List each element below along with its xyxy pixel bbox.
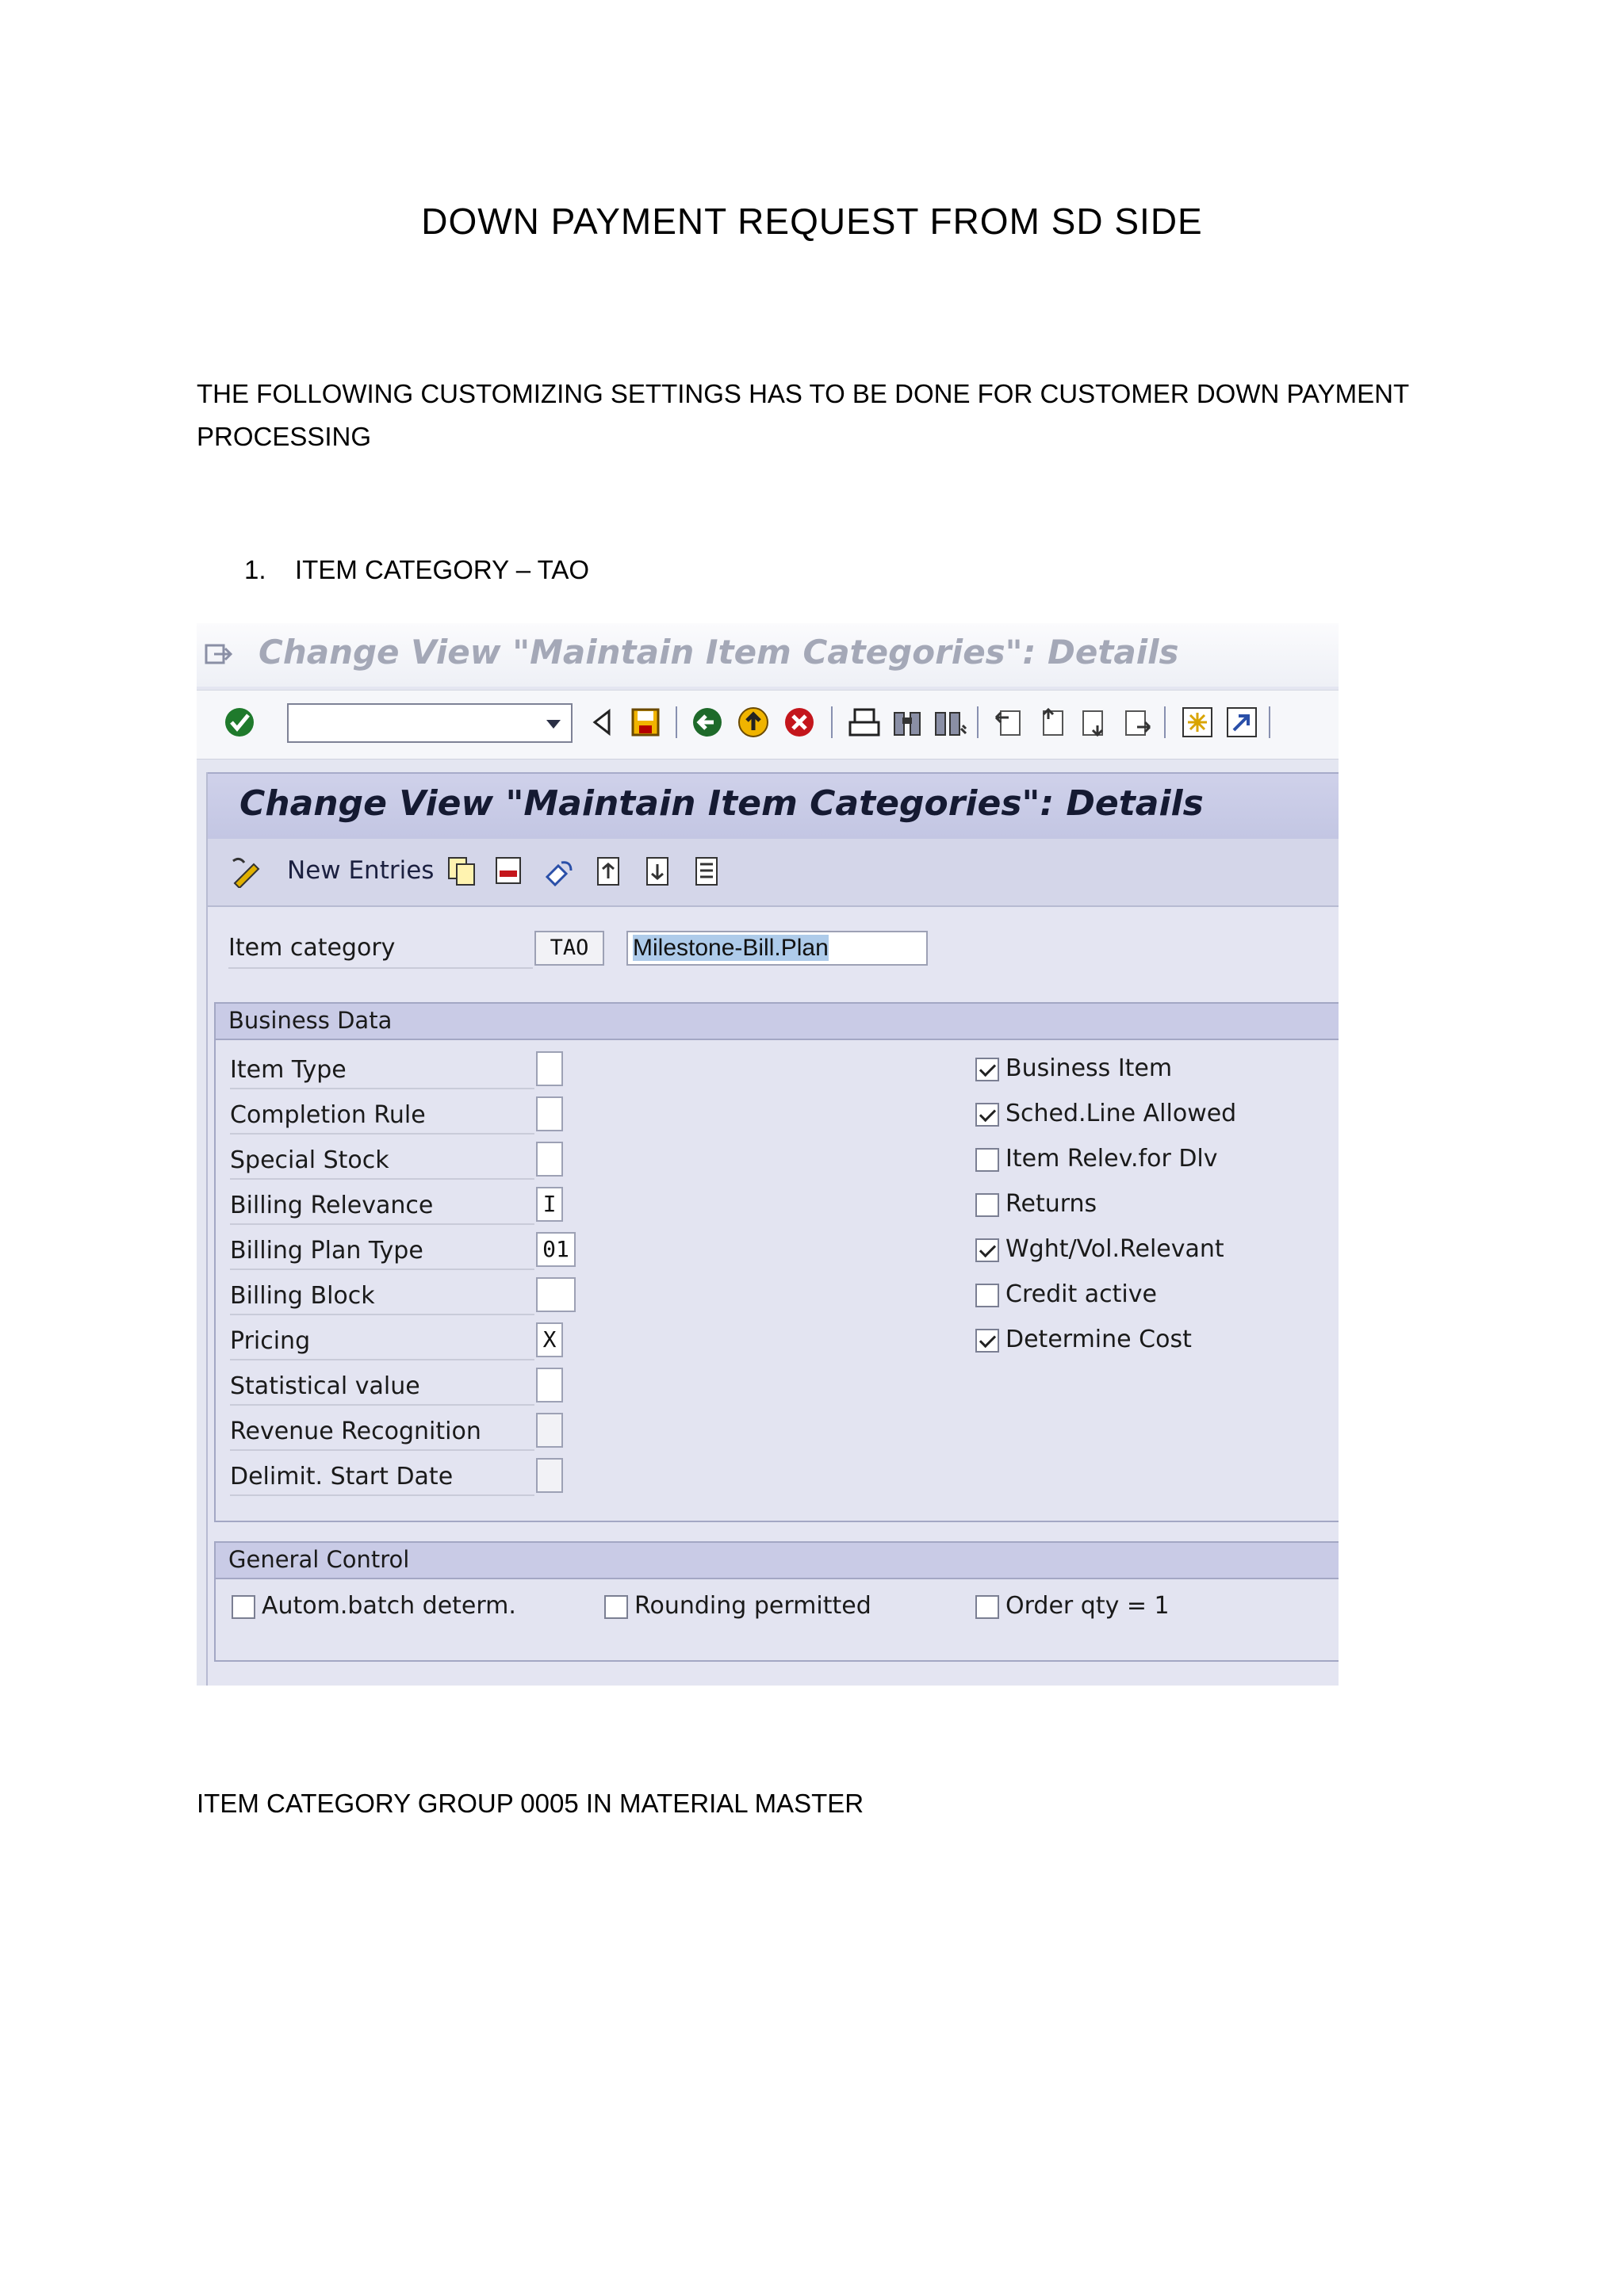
delimit-start-date-label: Delimit. Start Date [230,1463,454,1490]
item-relev-for-dlv-label: Item Relev.for Dlv [1005,1145,1218,1173]
item-category-description-field[interactable] [626,931,928,966]
business-item-label: Business Item [1005,1054,1173,1082]
label-underline [230,1269,534,1270]
sched-line-allowed-checkbox[interactable] [975,1103,999,1127]
exit-up-icon[interactable] [736,705,771,740]
toolbar-separator [676,706,677,738]
business-data-group [214,1002,1339,1522]
back-triangle-icon[interactable] [585,705,620,740]
toolbar-separator [1269,706,1270,738]
billing-relevance-field[interactable]: I [536,1187,563,1222]
label-underline [230,1223,534,1225]
footer-note: ITEM CATEGORY GROUP 0005 IN MATERIAL MASTER [197,1789,864,1818]
rounding-permitted-label: Rounding permitted [634,1592,871,1620]
sched-line-allowed-label: Sched.Line Allowed [1005,1100,1237,1127]
new-entries-button[interactable]: New Entries [287,856,435,885]
toolbar-separator [1164,706,1166,738]
determine-cost-label: Determine Cost [1005,1326,1192,1353]
delete-icon[interactable] [493,855,527,888]
display-change-icon[interactable] [230,855,263,888]
billing-block-label: Billing Block [230,1282,375,1310]
pricing-field[interactable]: X [536,1322,563,1357]
billing-plan-type-label: Billing Plan Type [230,1237,423,1265]
new-session-icon[interactable] [1180,705,1215,740]
label-underline [230,1133,534,1135]
standard-toolbar [197,690,1339,760]
shortcut-icon[interactable] [1224,705,1259,740]
billing-relevance-label: Billing Relevance [230,1192,434,1219]
item-type-label: Item Type [230,1056,347,1084]
label-underline [228,967,533,969]
toolbar-separator [831,706,833,738]
screen-content [206,772,1339,1686]
statistical-value-field[interactable] [536,1368,563,1402]
rounding-permitted-checkbox[interactable] [604,1595,628,1619]
revenue-recognition-label: Revenue Recognition [230,1418,481,1445]
completion-rule-label: Completion Rule [230,1101,426,1129]
returns-checkbox[interactable] [975,1193,999,1217]
previous-entry-icon[interactable] [592,855,625,888]
list-number: 1. [244,555,266,584]
general-control-group [214,1541,1339,1662]
autom-batch-determ-label: Autom.batch determ. [262,1592,516,1620]
label-underline [230,1314,534,1315]
find-next-icon[interactable] [933,705,967,740]
screen-title-bar [208,772,1339,839]
label-underline [230,1449,534,1451]
billing-block-field[interactable] [536,1277,576,1312]
credit-active-label: Credit active [1005,1280,1157,1308]
returns-label: Returns [1005,1190,1097,1218]
order-qty-1-label: Order qty = 1 [1005,1592,1170,1620]
sap-screenshot [197,623,1339,1686]
back-arrow-icon[interactable] [690,705,725,740]
label-underline [230,1088,534,1089]
command-field[interactable] [287,703,573,743]
general-control-header [216,1543,1339,1579]
document-title: DOWN PAYMENT REQUEST FROM SD SIDE [421,201,1203,242]
toolbar-separator [977,706,979,738]
find-icon[interactable] [890,705,925,740]
last-page-icon[interactable] [1120,705,1155,740]
autom-batch-determ-checkbox[interactable] [232,1595,255,1619]
label-underline [230,1359,534,1360]
completion-rule-field[interactable] [536,1096,563,1131]
select-block-icon[interactable] [690,855,723,888]
screen-title: Change View "Maintain Item Categories": Details [239,783,1204,824]
label-underline [230,1178,534,1180]
business-data-header [216,1004,1339,1040]
item-category-label: Item category [228,934,396,962]
delimit-start-date-field[interactable] [536,1458,563,1493]
list-item-text: ITEM CATEGORY – TAO [295,555,590,584]
pricing-label: Pricing [230,1327,311,1355]
determine-cost-checkbox[interactable] [975,1329,999,1353]
intro-paragraph: THE FOLLOWING CUSTOMIZING SETTINGS HAS TO BE DONE FOR CUSTOMER DOWN PAYMENT PROCESSING [197,379,1409,451]
menu-exit-icon[interactable] [205,642,233,668]
business-item-checkbox[interactable] [975,1058,999,1081]
item-relev-for-dlv-checkbox[interactable] [975,1148,999,1172]
save-icon[interactable] [628,705,663,740]
special-stock-label: Special Stock [230,1146,389,1174]
print-icon[interactable] [847,705,882,740]
business-data-title: Business Data [228,1007,393,1034]
command-input[interactable] [292,708,533,740]
next-page-icon[interactable] [1077,705,1112,740]
first-page-icon[interactable] [991,705,1026,740]
general-control-title: General Control [228,1546,410,1573]
enter-check-icon[interactable] [222,705,257,740]
wght-vol-relevant-checkbox[interactable] [975,1238,999,1262]
copy-as-icon[interactable] [446,855,479,888]
sap-title-bar [197,623,1339,687]
undo-change-icon[interactable] [542,855,576,888]
item-type-field[interactable] [536,1051,563,1086]
label-underline [230,1404,534,1406]
statistical-value-label: Statistical value [230,1372,420,1400]
next-entry-icon[interactable] [641,855,674,888]
label-underline [230,1494,534,1496]
billing-plan-type-field[interactable]: 01 [536,1232,576,1267]
order-qty-1-checkbox[interactable] [975,1595,999,1619]
special-stock-field[interactable] [536,1142,563,1177]
application-toolbar [208,839,1339,907]
list-item-item-category [244,555,589,585]
wght-vol-relevant-label: Wght/Vol.Relevant [1005,1235,1224,1263]
item-category-code-field[interactable]: TAO [534,931,604,966]
revenue-recognition-field[interactable] [536,1413,563,1448]
cancel-icon[interactable] [782,705,817,740]
window-title: Change View "Maintain Item Categories": Details [259,633,1179,672]
item-category-description: Milestone-Bill.Plan [633,935,829,961]
previous-page-icon[interactable] [1034,705,1069,740]
chevron-down-icon[interactable] [544,714,563,733]
credit-active-checkbox[interactable] [975,1284,999,1307]
